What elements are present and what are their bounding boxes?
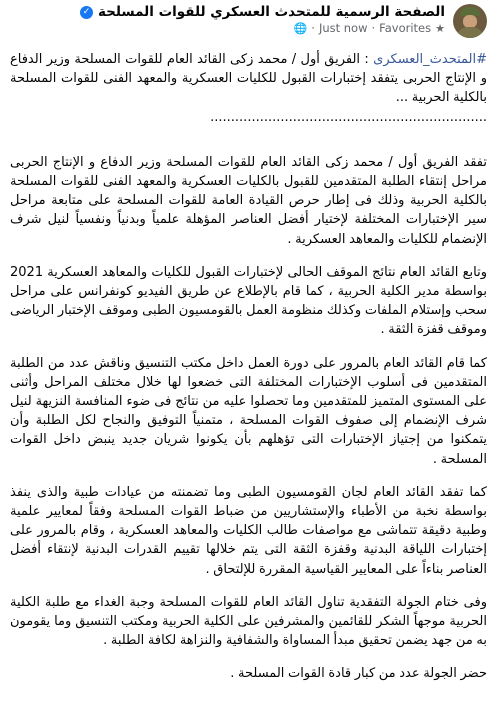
page-name-row xyxy=(80,4,445,20)
star-icon: ★ xyxy=(435,22,445,36)
page-avatar[interactable] xyxy=(453,4,487,38)
hashtag-link[interactable]: #المتحدث_العسكرى xyxy=(373,52,487,67)
page-name-link[interactable]: الصفحة الرسمية للمتحدث العسكري للقوات المسلحة xyxy=(97,4,445,20)
header-text xyxy=(80,4,445,36)
post-paragraph: حضر الجولة عدد من كبار قادة القوات المسلحة . xyxy=(230,666,487,682)
post-paragraph: وفى ختام الجولة التفقدية تناول القائد العام للقوات المسلحة وجبة الغداء مع طلبة الكلية الحربية موجهاً الشكر للقائمين والمشرفين على الكلية الحربية ومكتب التنسيق وما يقومون به من جهد يضمن تحقيق مبدأ المساواة والشفافية والنزاهة لكافة الطلبة . xyxy=(10,594,487,649)
post-header xyxy=(10,0,487,50)
avatar-uniform xyxy=(456,27,484,38)
post-body xyxy=(10,50,487,684)
post-paragraph: كما قام القائد العام بالمرور على دورة العمل داخل مكتب التنسيق وناقش عدد من الطلبة المتقدمين فى أسلوب الإختبارات المختلفة التى خضعوا لها خلال مختلف المراحل وأثنى على المستوى المتميز للمتقدمين وما تحصلوا عليه من نتائج فى ضوء المنافسة النزيهة لنيل شرف الإنضمام إلى صفوف القوات المسلحة ، متمنياً التوفيق والنجاح لكل الطلبة وأن يتمكنوا من إجتياز الإختبارات التى تؤهلهم بأن يكونوا شريان جديد ينبض داخل القوات المسلحة . xyxy=(10,355,487,467)
meta-separator: · xyxy=(371,21,376,36)
globe-icon[interactable]: 🌐 xyxy=(293,22,308,36)
verified-badge-icon: ✓ xyxy=(80,6,93,19)
intro-dots: ................................................................... xyxy=(210,109,487,125)
post-meta xyxy=(80,22,445,36)
post-paragraph: تفقد الفريق أول / محمد زكى القائد العام للقوات المسلحة وزير الدفاع و الإنتاج الحربى مراحل إنتقاء الطلبة المتقدمين للقبول بالكليات العسكرية والمعهد الفنى للقوات المسلحة بالكلية الحربية وذلك فى إطار حرص القيادة العامة للقوات المسلحة على متابعة مراحل سير الإختبارات المختلفة لإختيار أفضل العناصر المؤهلة علمياً وبدنياً ونفسياً لنيل شرف الإنضمام للكليات والمعاهد العسكرية . xyxy=(10,154,487,247)
meta-separator-2: · xyxy=(311,21,315,36)
favorites-label[interactable]: Favorites xyxy=(379,21,432,36)
post-paragraph: وتابع القائد العام نتائج الموقف الحالى لإختبارات القبول للكليات والمعاهد العسكرية 2021 بواسطة مدير الكلية الحربية ، كما قام بالإطلاع عن طريق الفيديو كونفرانس على مراحل سحب وإستلام الملفات وكذلك منظومة العمل بالقومسيون الطبى وموقف الإختبار الرياضى وموقف قفزة الثقة . xyxy=(10,264,487,338)
post-timestamp[interactable]: Just now xyxy=(318,21,368,36)
intro-text: : الفريق أول / محمد زكى القائد العام للقوات المسلحة وزير الدفاع و الإنتاج الحربى يتفقد إختبارات القبول للكليات العسكرية والمعهد الفنى للقوات المسلحة بالكلية الحربية ... xyxy=(10,52,487,106)
post-intro xyxy=(10,50,487,127)
post-paragraph: كما تفقد القائد العام لجان القومسيون الطبى وما تضمنته من عيادات طبية والذى ينفذ بواسطة نخبة من الأطباء والإستشاريين من ضباط القوات المسلحة وفقاً لمعايير علمية وطبية دقيقة تتماشى مع مواصفات طالب الكليات والمعاهد العسكرية ، وقام بالمرور على إختبارات اللياقة البدنية وقفزة الثقة التى يتم خلالها تقييم القدرات البدنية لإنتقاء أفضل العناصر بناءاً على المعايير القياسية المقررة للإلتحاق . xyxy=(10,484,487,577)
